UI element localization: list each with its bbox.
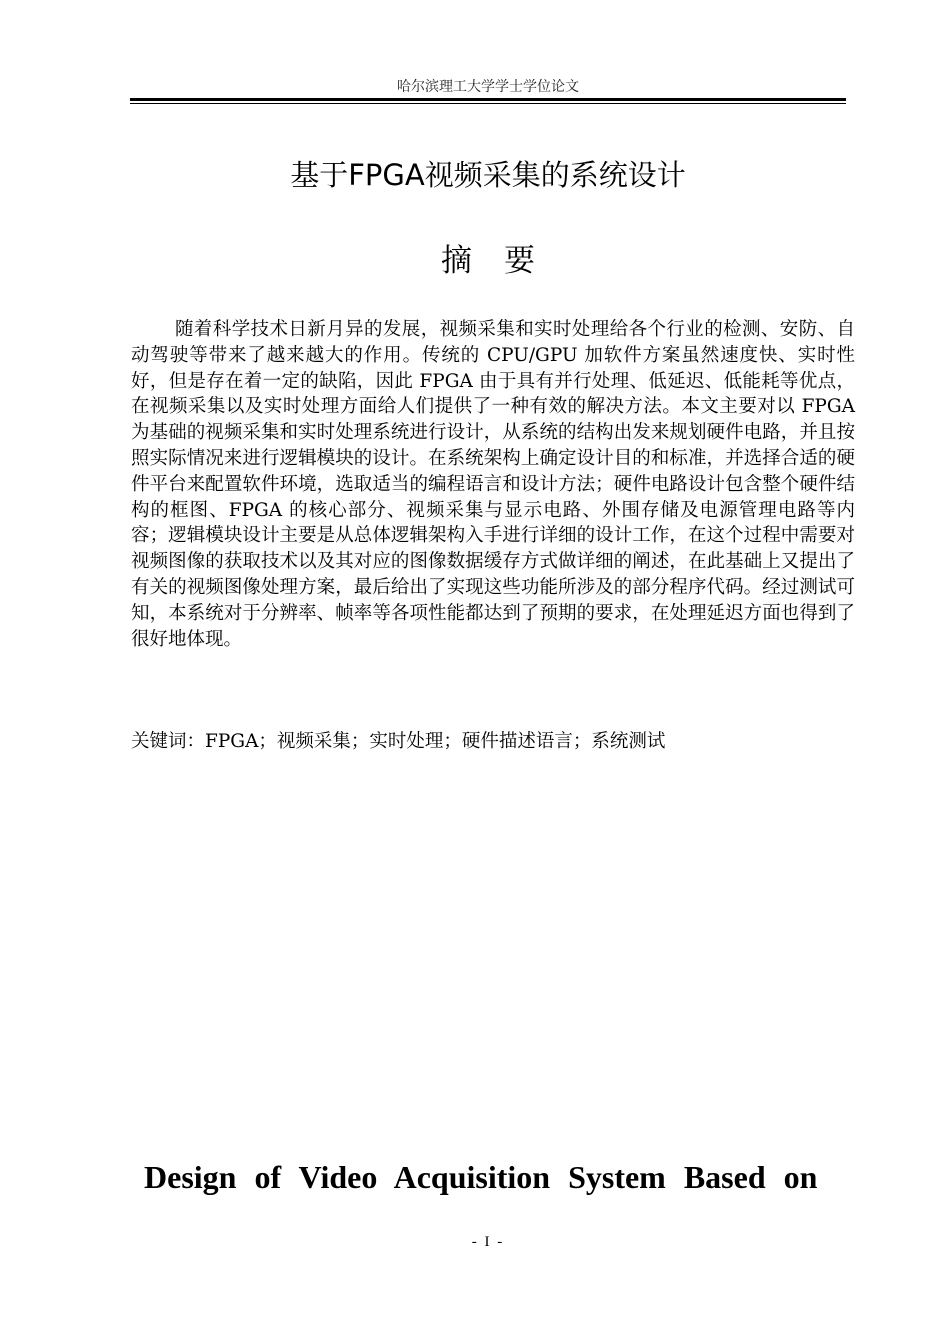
abstract-heading: 摘要	[441, 243, 567, 279]
keywords: 关键词：FPGA；视频采集；实时处理；硬件描述语言；系统测试	[131, 731, 666, 752]
header-rule-thin	[130, 103, 846, 104]
english-title: Design of Video Acquisition System Based on	[144, 1159, 818, 1195]
page-number: - I -	[471, 1234, 505, 1250]
header-rule-thick	[130, 98, 846, 101]
running-header: 哈尔滨理工大学学士学位论文	[397, 79, 579, 95]
chinese-title: 基于FPGA视频采集的系统设计	[290, 158, 686, 192]
abstract-body: 随着科学技术日新月异的发展，视频采集和实时处理给各个行业的检测、安防、自动驾驶等带来了越来越大的作用。传统的 CPU/GPU 加软件方案虽然速度快、实时性好，但是存在着一定的缺陷，因此 FPGA 由于具有并行处理、低延迟、低能耗等优点，在视频采集以及实时处理方面给人们提供了一种有效的解决方法。本文主要对以 FPGA 为基础的视频采集和实时处理系统进行设计，从系统的结构出发来规划硬件电路，并且按照实际情况来进行逻辑模块的设计。在系统架构上确定设计目的和标准，并选择合适的硬件平台来配置软件环境，选取适当的编程语言和设计方法；硬件电路设计包含整个硬件结构的框图、FPGA 的核心部分、视频采集与显示电路、外围存储及电源管理电路等内容；逻辑模块设计主要是从总体逻辑架构入手进行详细的设计工作，在这个过程中需要对视频图像的获取技术以及其对应的图像数据缓存方式做详细的阐述，在此基础上又提出了有关的视频图像处理方案，最后给出了实现这些功能所涉及的部分程序代码。经过测试可知，本系统对于分辨率、帧率等各项性能都达到了预期的要求，在处理延迟方面也得到了很好地体现。	[131, 319, 855, 650]
